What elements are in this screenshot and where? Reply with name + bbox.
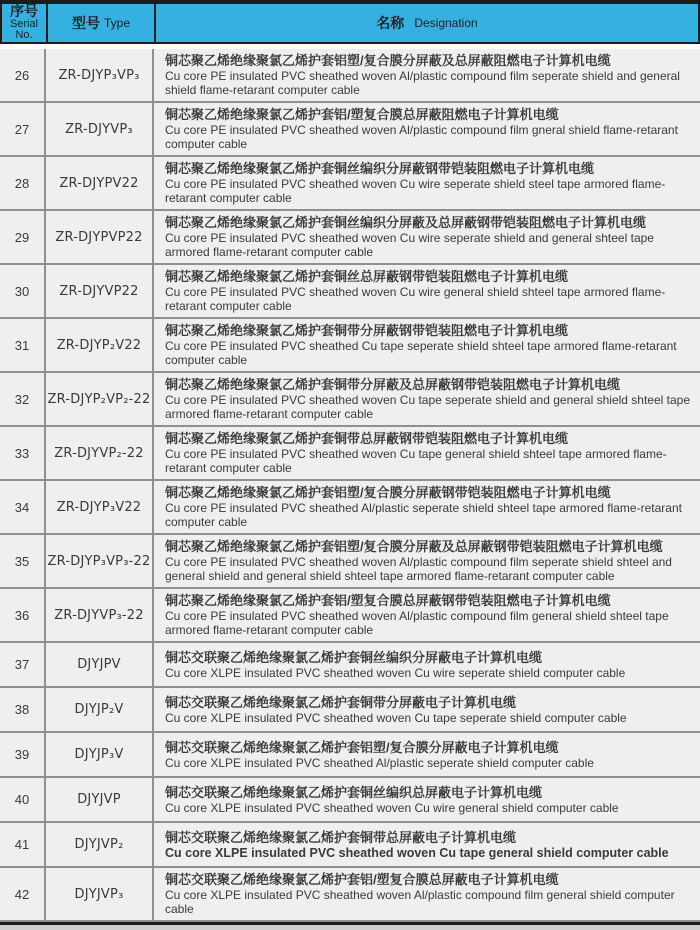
designation-en: Cu core XLPE insulated PVC sheathed woven Cu wire general shield computer cable [165,800,619,815]
type-cell: ZR-DJYVP₂-22 [46,427,154,479]
serial-cell: 33 [0,427,46,479]
designation-cell [154,49,700,101]
type-cell: DJYJVP₃ [46,868,154,920]
serial-cell: 34 [0,481,46,533]
header-serial-label-en: Serial No. [9,17,39,42]
designation-en: Cu core PE insulated PVC sheathed woven Cu wire general shield shteel tape armored flame-retarant computer cable [165,285,666,313]
table-row [0,778,700,823]
designation-en: Cu core PE insulated PVC sheathed woven Al/plastic compound film seperate shield and general shield flame-retarant computer cable [165,69,680,97]
header-serial-label-zh: 序号 [10,3,38,20]
serial-cell: 38 [0,688,46,731]
designation-cell [154,157,700,209]
table-row [0,733,700,778]
table-row [0,103,700,157]
type-cell: ZR-DJYP₂V22 [46,319,154,371]
serial-cell: 27 [0,103,46,155]
serial-cell: 39 [0,733,46,776]
type-cell: ZR-DJYVP₃ [46,103,154,155]
designation-cell [154,481,700,533]
designation-cell [154,103,700,155]
designation-cell [154,868,700,920]
designation-cell [154,688,700,731]
serial-cell: 26 [0,49,46,101]
designation-cell [154,211,700,263]
serial-cell: 37 [0,643,46,686]
table-row [0,868,700,922]
type-cell: DJYJPV [46,643,154,686]
designation-en: Cu core PE insulated PVC sheathed woven Cu tape seperate shield and general shield shteel tape armored flame-retarant computer cable [165,393,691,421]
type-cell: ZR-DJYP₂VP₂-22 [46,373,154,425]
designation-en: Cu core PE insulated PVC sheathed woven Al/plastic compound film seperate shield shteel and general shield and general shield shteel tape armored flame-retarant computer cable [165,555,672,583]
designation-en: Cu core PE insulated PVC sheathed Cu tape seperate shield shteel tape armored flame-retarant computer cable [165,339,677,367]
designation-en: Cu core XLPE insulated PVC sheathed Al/plastic seperate shield computer cable [165,755,594,770]
designation-zh: 铜芯交联聚乙烯绝缘聚氯乙烯护套铜带总屏蔽电子计算机电缆 [165,829,517,845]
header-cell-type [48,4,156,42]
serial-cell: 41 [0,823,46,866]
table-row [0,589,700,643]
designation-en: Cu core XLPE insulated PVC sheathed woven Cu wire seperate shield computer cable [165,665,626,680]
designation-cell [154,265,700,317]
table-row [0,265,700,319]
serial-cell: 35 [0,535,46,587]
designation-zh: 铜芯聚乙烯绝缘聚氯乙烯护套铜带分屏蔽及总屏蔽钢带铠装阻燃电子计算机电缆 [165,377,621,392]
type-cell: ZR-DJYVP₃-22 [46,589,154,641]
table-body [0,49,700,922]
serial-cell: 36 [0,589,46,641]
table-row [0,643,700,688]
table-row [0,211,700,265]
table-bottom-shadow [0,925,700,930]
table-row [0,481,700,535]
designation-en: Cu core PE insulated PVC sheathed Al/plastic seperate shield shteel tape armored flame-retarant computer cable [165,501,682,529]
designation-en: Cu core PE insulated PVC sheathed woven Al/plastic compound film general shield shteel tape armored flame-retarant computer cable [165,609,669,637]
table-row [0,535,700,589]
designation-cell [154,643,700,686]
type-cell: ZR-DJYPVP22 [46,211,154,263]
table-row [0,319,700,373]
designation-zh: 铜芯聚乙烯绝缘聚氯乙烯护套铜丝编织分屏蔽及总屏蔽钢带铠装阻燃电子计算机电缆 [165,215,647,230]
designation-cell [154,535,700,587]
designation-zh: 铜芯交联聚乙烯绝缘聚氯乙烯护套铜丝编织总屏蔽电子计算机电缆 [165,784,543,800]
type-cell: ZR-DJYVP22 [46,265,154,317]
header-type-label-en: Type [103,15,130,30]
designation-zh: 铜芯聚乙烯绝缘聚氯乙烯护套铜带分屏蔽钢带铠装阻燃电子计算机电缆 [165,323,569,338]
serial-cell: 31 [0,319,46,371]
designation-en: Cu core PE insulated PVC sheathed woven Cu tape general shield shteel tape armored flame-retarant computer cable [165,447,667,475]
designation-en: Cu core XLPE insulated PVC sheathed woven Cu tape general shield computer cable [165,845,669,860]
designation-en: Cu core PE insulated PVC sheathed woven Al/plastic compound film gneral shield flame-retarant computer cable [165,123,678,151]
type-cell: ZR-DJYP₃V22 [46,481,154,533]
serial-cell: 42 [0,868,46,920]
designation-zh: 铜芯聚乙烯绝缘聚氯乙烯护套铝塑/复合膜分屏蔽及总屏蔽阻燃电子计算机电缆 [165,53,611,68]
designation-zh: 铜芯交联聚乙烯绝缘聚氯乙烯护套铜丝编织分屏蔽电子计算机电缆 [165,649,543,665]
header-type-label-zh: 型号 [71,14,100,31]
table-row [0,823,700,868]
designation-cell [154,373,700,425]
designation-cell [154,823,700,866]
designation-zh: 铜芯聚乙烯绝缘聚氯乙烯护套铝/塑复合膜总屏蔽钢带铠装阻燃电子计算机电缆 [165,593,611,608]
designation-zh: 铜芯聚乙烯绝缘聚氯乙烯护套铝塑/复合膜分屏蔽钢带铠装阻燃电子计算机电缆 [165,485,611,500]
designation-cell [154,778,700,821]
header-designation-label-en: Designation [414,15,478,30]
type-cell: ZR-DJYP₃VP₃ [46,49,154,101]
table-row [0,688,700,733]
designation-zh: 铜芯聚乙烯绝缘聚氯乙烯护套铝/塑复合膜总屏蔽阻燃电子计算机电缆 [165,107,559,122]
type-cell: DJYJP₂V [46,688,154,731]
serial-cell: 32 [0,373,46,425]
serial-cell: 40 [0,778,46,821]
serial-cell: 29 [0,211,46,263]
table-row [0,427,700,481]
designation-en: Cu core PE insulated PVC sheathed woven Cu wire seperate shield and general shteel tape armored flame-retarant computer cable [165,231,654,259]
header-cell-serial [2,4,48,42]
designation-zh: 铜芯交联聚乙烯绝缘聚氯乙烯护套铜带分屏蔽电子计算机电缆 [165,694,517,710]
header-designation-label-zh: 名称 [376,14,405,31]
table-row [0,157,700,211]
designation-cell [154,427,700,479]
table-row [0,373,700,427]
serial-cell: 30 [0,265,46,317]
designation-zh: 铜芯聚乙烯绝缘聚氯乙烯护套铜带总屏蔽钢带铠装阻燃电子计算机电缆 [165,431,569,446]
serial-cell: 28 [0,157,46,209]
type-cell: DJYJVP [46,778,154,821]
type-cell: ZR-DJYPV22 [46,157,154,209]
designation-en: Cu core XLPE insulated PVC sheathed woven Al/plastic compound film general shield computer cable [165,888,675,916]
type-cell: ZR-DJYP₃VP₃-22 [46,535,154,587]
designation-en: Cu core XLPE insulated PVC sheathed woven Cu tape seperate shield computer cable [165,710,627,725]
table-header-row [0,4,700,44]
designation-zh: 铜芯聚乙烯绝缘聚氯乙烯护套铜丝编织分屏蔽钢带铠装阻燃电子计算机电缆 [165,161,595,176]
type-cell: DJYJVP₂ [46,823,154,866]
designation-en: Cu core PE insulated PVC sheathed woven Cu wire seperate shield steel tape armored flame-retarant computer cable [165,177,666,205]
designation-cell [154,319,700,371]
designation-zh: 铜芯交联聚乙烯绝缘聚氯乙烯护套铝塑/复合膜分屏蔽电子计算机电缆 [165,739,559,755]
designation-cell [154,589,700,641]
designation-zh: 铜芯聚乙烯绝缘聚氯乙烯护套铝塑/复合膜分屏蔽及总屏蔽钢带铠装阻燃电子计算机电缆 [165,539,663,554]
designation-cell [154,733,700,776]
header-cell-designation [156,4,698,42]
designation-zh: 铜芯交联聚乙烯绝缘聚氯乙烯护套铝/塑复合膜总屏蔽电子计算机电缆 [165,872,559,887]
type-cell: DJYJP₃V [46,733,154,776]
designation-zh: 铜芯聚乙烯绝缘聚氯乙烯护套铜丝总屏蔽钢带铠装阻燃电子计算机电缆 [165,269,569,284]
table-row [0,49,700,103]
